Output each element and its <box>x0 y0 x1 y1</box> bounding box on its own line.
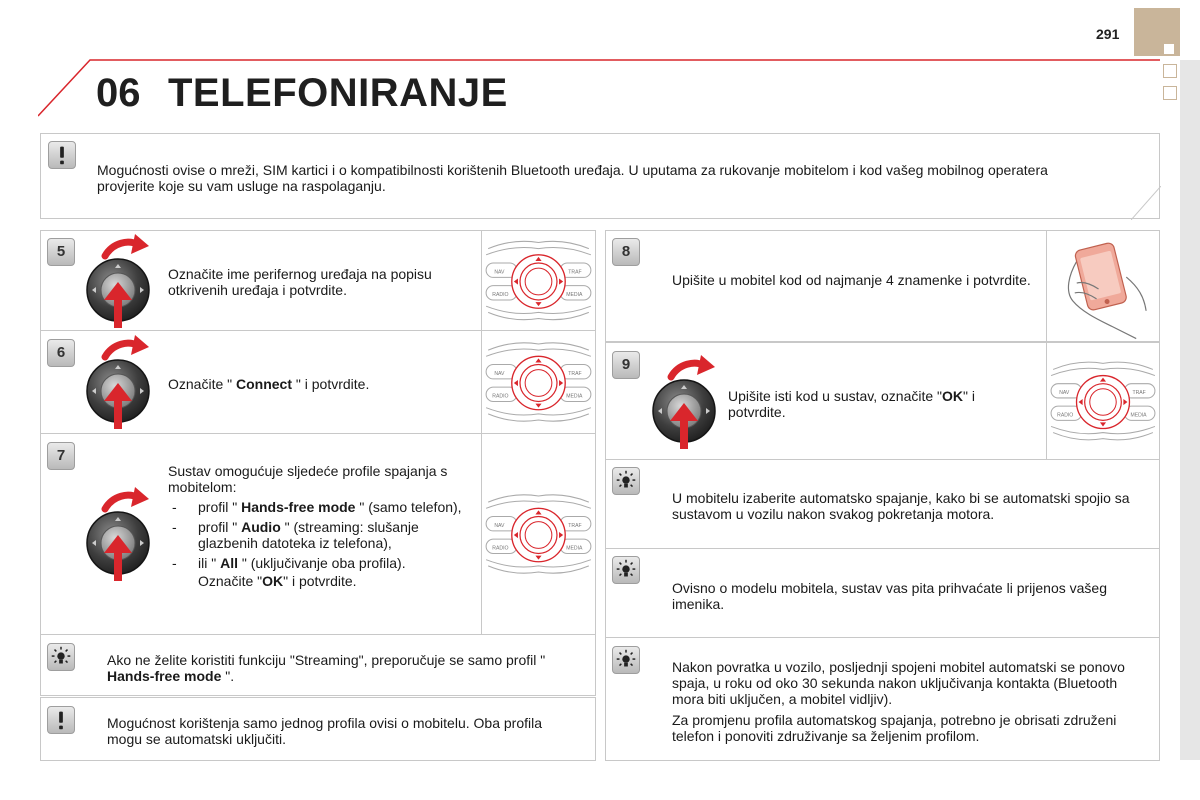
tip-return-paragraph-2: Za promjenu profila automatskog spajanja, potrebno je obrisati združeni telefon i ponoviti združivanje sa željenim profilom. <box>672 712 1117 744</box>
step-7-text <box>168 463 468 589</box>
console-label-traf: TRAF <box>568 522 582 529</box>
console-label-nav: NAV <box>494 370 505 377</box>
control-panel-icon <box>481 331 595 433</box>
lightbulb-icon <box>612 467 640 495</box>
console-label-traf: TRAF <box>568 269 582 276</box>
rotary-knob-icon <box>85 234 155 334</box>
step-7-intro: Sustav omogućuje sljedeće profile spajanja s mobitelom: <box>168 463 448 495</box>
console-label-nav: NAV <box>494 269 505 276</box>
rotary-knob-icon <box>651 355 721 455</box>
console-label-traf: TRAF <box>568 370 582 377</box>
warning-icon <box>48 141 76 169</box>
page-title: TELEFONIRANJE <box>168 71 508 115</box>
warning-icon <box>47 706 75 734</box>
side-margin-bar <box>1180 60 1200 760</box>
step-8-text: Upišite u mobitel kod od najmanje 4 znamenke i potvrdite. <box>672 272 1031 288</box>
console-label-nav: NAV <box>1059 389 1070 396</box>
step-7-number: 7 <box>47 442 75 470</box>
page-number: 291 <box>1096 26 1120 42</box>
chapter-tab <box>1134 8 1180 56</box>
profile-list <box>168 499 468 571</box>
console-label-media: MEDIA <box>566 393 583 400</box>
step-8-number: 8 <box>612 238 640 266</box>
step-6-number: 6 <box>47 339 75 367</box>
control-panel-icon <box>481 231 595 330</box>
console-label-radio: RADIO <box>492 545 509 552</box>
profile-audio: - profil " Audio " (streaming: slušanje glazbenih datoteka iz telefona), <box>168 519 468 551</box>
console-label-radio: RADIO <box>492 291 509 298</box>
tip-phonebook-text: Ovisno o modelu mobitela, sustav vas pita prihvaćate li prijenos vašeg imenika. <box>672 580 1107 612</box>
lightbulb-icon <box>612 646 640 674</box>
tip-streaming-text: Ako ne želite koristiti funkciju "Streaming", preporučuje se samo profil " Hands-free mode ". <box>107 652 546 684</box>
lightbulb-icon <box>47 643 75 671</box>
notice-text: Mogućnosti ovise o mreži, SIM kartici i o kompatibilnosti korištenih Bluetooth uređaja. U uputama za rukovanje mobitelom i kod vašeg mobilnog operatera provjerite koje su vam usluge na raspolaganju. <box>97 162 1048 194</box>
rotary-knob-icon <box>85 487 155 587</box>
rotary-knob-icon <box>85 335 155 435</box>
lightbulb-icon <box>612 556 640 584</box>
warning-profile-text: Mogućnost korištenja samo jednog profila ovisi o mobitelu. Oba profila mogu se automatski uključiti. <box>107 715 543 747</box>
console-label-media: MEDIA <box>566 545 583 552</box>
chapter-tab-square-1 <box>1163 64 1177 78</box>
step-5-text: Označite ime perifernog uređaja na popisu otkrivenih uređaja i potvrdite. <box>168 266 432 298</box>
control-panel-icon <box>1046 343 1159 459</box>
step-9-text: Upišite isti kod u sustav, označite "OK" i potvrdite. <box>728 388 976 420</box>
console-label-radio: RADIO <box>1057 412 1074 419</box>
step-7-confirm: Označite "OK" i potvrdite. <box>198 573 357 589</box>
chapter-number: 06 <box>96 71 141 115</box>
console-label-media: MEDIA <box>1130 412 1147 419</box>
control-panel-icon <box>481 434 595 634</box>
chapter-tab-square-2 <box>1163 86 1177 100</box>
step-5-number: 5 <box>47 238 75 266</box>
profile-all: - ili " All " (uključivanje oba profila). <box>168 555 468 571</box>
console-label-radio: RADIO <box>492 393 509 400</box>
step-6-text: Označite " Connect " i potvrdite. <box>168 376 370 392</box>
console-label-nav: NAV <box>494 522 505 529</box>
tip-return-text <box>672 659 1142 744</box>
tip-return-paragraph-1: Nakon povratka u vozilo, posljednji spojeni mobitel automatski se ponovo spaja, u roku od oko 30 sekunda nakon uključivanja kontakta (Bluetooth mora biti uključen, a mobitel vidljiv). <box>672 659 1125 707</box>
step-9-number: 9 <box>612 351 640 379</box>
console-label-media: MEDIA <box>566 291 583 298</box>
console-label-traf: TRAF <box>1132 389 1146 396</box>
tip-auto-connect-text: U mobitelu izaberite automatsko spajanje, kako bi se automatski spojio sa sustavom u vozilu nakon svakog pokretanja motora. <box>672 490 1130 522</box>
hand-holding-phone-icon <box>1046 231 1159 341</box>
profile-hands-free: - profil " Hands-free mode " (samo telefon), <box>168 499 468 515</box>
